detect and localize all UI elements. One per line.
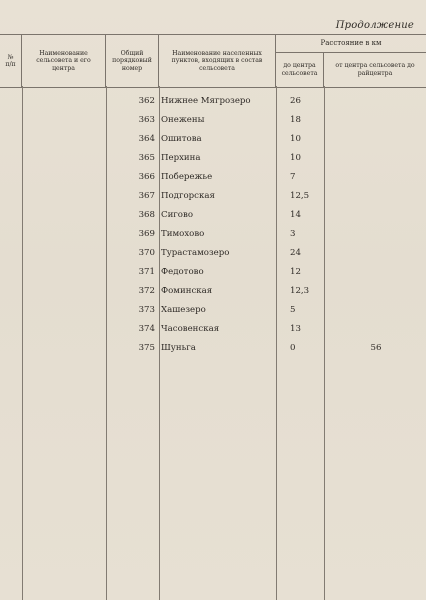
row-center-distance: 13 (290, 324, 301, 334)
row-name: Тимохово (161, 229, 205, 239)
row-name: Шуньга (161, 343, 196, 353)
row-center-distance: 18 (290, 115, 301, 125)
row-name: Сигово (161, 210, 193, 220)
row-center-distance: 5 (290, 305, 296, 315)
row-district-distance (326, 301, 426, 319)
row-center-distance: 12,5 (290, 191, 310, 201)
header-to-district: от центра сельсовета до райцентра (335, 62, 415, 77)
table-row (0, 320, 426, 338)
row-order: 371 (138, 267, 155, 277)
row-name: Подгорская (161, 191, 215, 201)
row-name: Турастамозеро (161, 248, 230, 258)
row-order: 369 (138, 229, 155, 239)
row-order: 367 (138, 191, 155, 201)
row-district-distance (326, 187, 426, 205)
header-number-line1: № (7, 53, 14, 61)
table-row (0, 282, 426, 300)
header-points: Наименование населенных пунктов, входящих в состав сельсовета (159, 35, 276, 87)
row-order: 364 (138, 134, 155, 144)
row-center-distance: 12,3 (290, 286, 310, 296)
row-order: 373 (138, 305, 155, 315)
row-name: Перхина (161, 153, 201, 163)
row-center-distance: 10 (290, 134, 301, 144)
row-district-distance (326, 111, 426, 129)
row-district-distance (326, 168, 426, 186)
row-district-distance (326, 320, 426, 338)
row-name: Ошитова (161, 134, 202, 144)
row-order: 366 (138, 172, 155, 182)
row-center-distance: 24 (290, 248, 301, 258)
table-body (0, 92, 426, 387)
row-district-distance (326, 225, 426, 243)
row-district-distance (326, 149, 426, 167)
row-district-distance (326, 263, 426, 281)
row-district-distance (326, 282, 426, 300)
table-header (0, 34, 426, 88)
row-center-distance: 12 (290, 267, 301, 277)
header-council: Наименование сельсовета и его центра (22, 35, 106, 87)
row-name: Федотово (161, 267, 204, 277)
row-center-distance: 26 (290, 96, 301, 106)
table-row (0, 168, 426, 186)
row-district-distance (326, 130, 426, 148)
row-order: 365 (138, 153, 155, 163)
row-center-distance: 10 (290, 153, 301, 163)
table-row (0, 149, 426, 167)
table-row (0, 244, 426, 262)
table-row (0, 92, 426, 110)
row-center-distance: 7 (290, 172, 296, 182)
table-row (0, 130, 426, 148)
row-name: Побережье (161, 172, 213, 182)
row-order: 372 (138, 286, 155, 296)
row-order: 362 (138, 96, 155, 106)
row-order: 363 (138, 115, 155, 125)
header-order: Общий порядковый номер (106, 35, 159, 87)
row-district-distance (326, 244, 426, 262)
row-order: 368 (138, 210, 155, 220)
row-center-distance: 0 (290, 343, 296, 353)
header-to-center: до центра сельсовета (276, 52, 324, 87)
header-distance: Расстояние в км (276, 35, 426, 53)
table-row (0, 225, 426, 243)
row-name: Часовенская (161, 324, 220, 334)
header-number (0, 35, 22, 87)
row-name: Хашезеро (161, 305, 206, 315)
row-center-distance: 14 (290, 210, 301, 220)
row-district-distance (326, 206, 426, 224)
header-distance-group (276, 35, 426, 87)
table-row (0, 263, 426, 281)
row-name: Нижнее Мягрозеро (161, 96, 251, 106)
continuation-label: Продолжение (335, 20, 414, 31)
row-district-distance: 56 (370, 343, 382, 353)
row-name: Онежены (161, 115, 205, 125)
table-row (0, 339, 426, 357)
row-center-distance: 3 (290, 229, 296, 239)
row-name: Фоминская (161, 286, 213, 296)
table-row (0, 111, 426, 129)
row-order: 370 (138, 248, 155, 258)
row-order: 375 (138, 343, 155, 353)
header-number-line2: п/п (5, 61, 16, 68)
table-row (0, 301, 426, 319)
row-district-distance (326, 92, 426, 110)
row-order: 374 (138, 324, 155, 334)
table-row (0, 187, 426, 205)
table-row (0, 206, 426, 224)
